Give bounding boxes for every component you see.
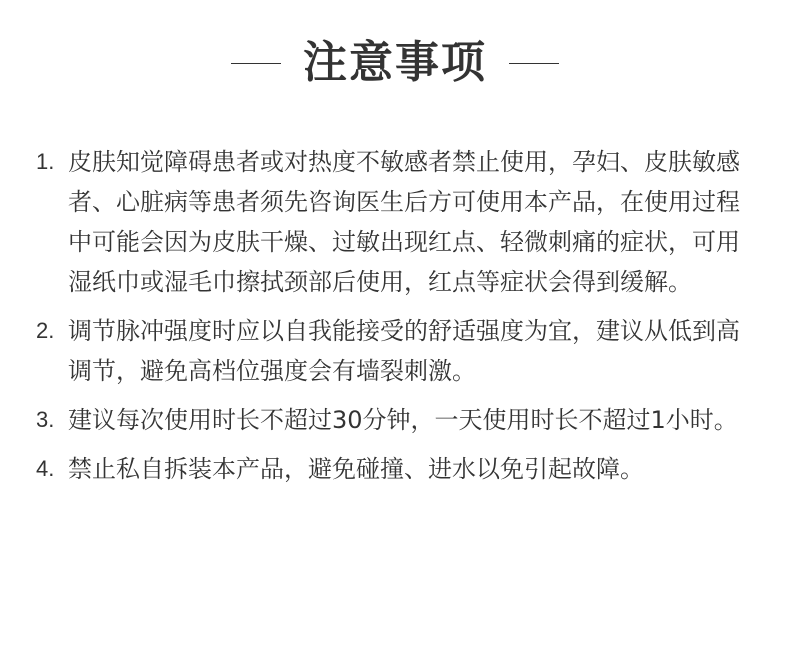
section-header — [0, 30, 790, 96]
list-item-text: 皮肤知觉障碍患者或对热度不敏感者禁止使用，孕妇、皮肤敏感者、心脏病等患者须先咨询医生后方可使用本产品，在使用过程中可能会因为皮肤干燥、过敏出现红点、轻微刺痛的症状，可用湿纸巾或湿毛巾擦拭颈部后使用，红点等症状会得到缓解。 — [68, 148, 740, 296]
list-item-number: 4. — [36, 456, 55, 481]
list-item — [36, 449, 756, 489]
page-title: 注意事项 — [303, 37, 487, 88]
precautions-list — [36, 142, 756, 498]
list-item — [36, 311, 756, 391]
list-item-text: 建议每次使用时长不超过30分钟，一天使用时长不超过1小时。 — [68, 406, 738, 434]
list-item-number: 3. — [36, 407, 55, 432]
list-item-text: 禁止私自拆装本产品，避免碰撞、进水以免引起故障。 — [68, 455, 644, 483]
list-item — [36, 142, 756, 302]
header-divider-right — [509, 63, 559, 64]
list-item-text: 调节脉冲强度时应以自我能接受的舒适强度为宜，建议从低到高调节，避免高档位强度会有墙裂刺激。 — [68, 317, 740, 385]
list-item — [36, 400, 756, 440]
list-item-number: 2. — [36, 318, 55, 343]
list-item-number: 1. — [36, 149, 55, 174]
header-divider-left — [231, 63, 281, 64]
